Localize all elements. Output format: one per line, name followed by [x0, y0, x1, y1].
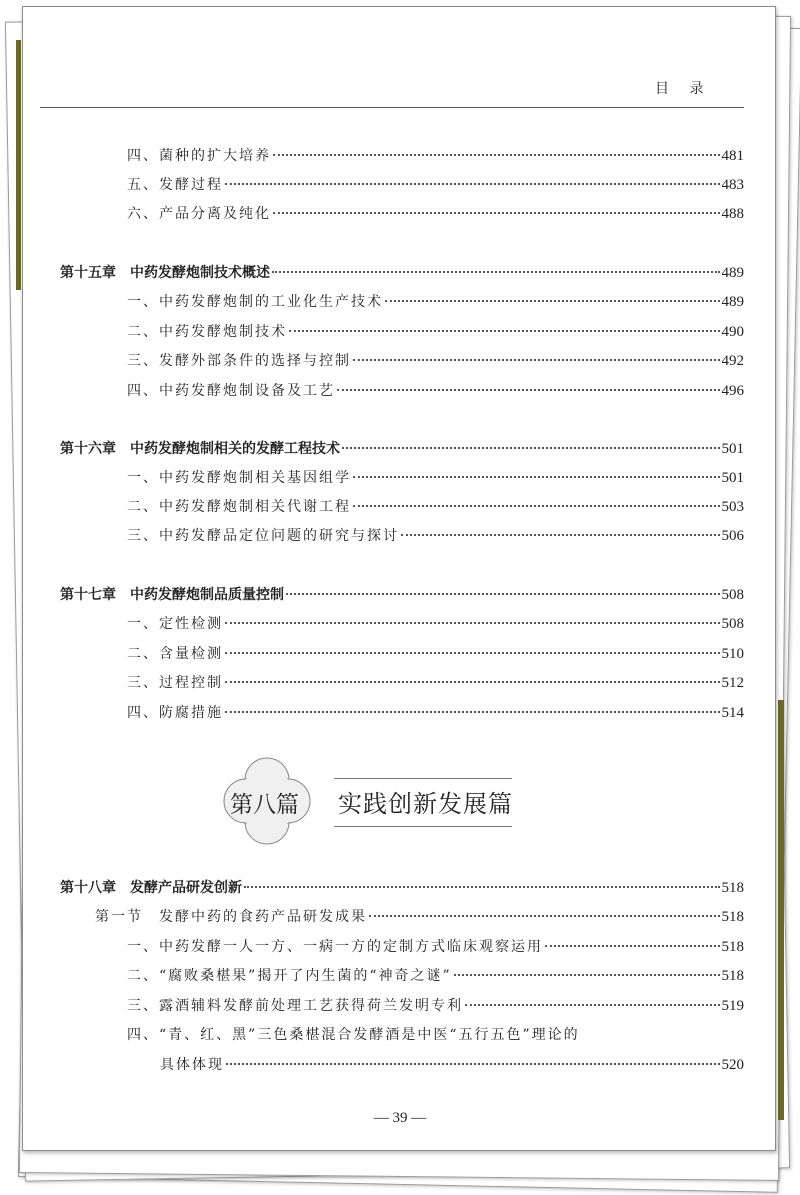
entry-title: 四、中药发酵炮制设备及工艺 [127, 383, 335, 399]
page-edge-accent [16, 40, 21, 290]
toc-entry [127, 291, 744, 311]
dot-leader [353, 359, 720, 361]
entry-page: 506 [721, 528, 744, 544]
dot-leader [225, 183, 720, 185]
entry-page: 512 [721, 675, 744, 691]
entry-title: 三、中药发酵品定位问题的研究与探讨 [127, 528, 399, 544]
toc-entry [127, 643, 744, 663]
entry-page: 519 [721, 998, 744, 1014]
dot-leader [244, 886, 720, 888]
entry-title: 一、中药发酵一人一方、一病一方的定制方式临床观察运用 [127, 939, 543, 955]
part-banner [222, 756, 522, 856]
entry-page: 489 [721, 265, 744, 281]
toc-entry [127, 145, 744, 165]
banner-rule-bottom [334, 826, 512, 827]
entry-page: 508 [721, 587, 744, 603]
dot-leader [225, 622, 720, 624]
dot-leader [369, 915, 720, 917]
entry-page: 518 [721, 909, 744, 925]
toc-entry [127, 467, 744, 487]
entry-title: 二、含量检测 [127, 646, 223, 662]
dot-leader [353, 505, 720, 507]
page-number: — 39 — [373, 1110, 427, 1126]
toc-entry [127, 174, 744, 194]
toc-entry [160, 1054, 744, 1074]
entry-page: 510 [721, 646, 744, 662]
entry-title: 第一节 发酵中药的食药产品研发成果 [95, 909, 367, 925]
toc-entry [127, 613, 744, 633]
entry-title: 第十五章 中药发酵炮制技术概述 [60, 265, 270, 281]
entry-title: 六、产品分离及纯化 [127, 206, 271, 222]
entry-page: 490 [721, 324, 744, 340]
entry-title: 第十八章 发酵产品研发创新 [60, 880, 242, 896]
toc-entry [127, 496, 744, 516]
dot-leader [401, 534, 720, 536]
dot-leader [465, 1004, 720, 1006]
entry-page: 514 [721, 705, 744, 721]
part-title: 实践创新发展篇 [338, 790, 513, 818]
dot-leader [272, 271, 720, 273]
entry-title: 二、中药发酵炮制相关代谢工程 [127, 499, 351, 515]
toc-chapter-entry [60, 438, 744, 458]
entry-title: 四、菌种的扩大培养 [127, 148, 271, 164]
toc-entry [127, 525, 744, 545]
entry-title: 第十七章 中药发酵炮制品质量控制 [60, 587, 284, 603]
entry-page: 501 [721, 441, 744, 457]
dot-leader [273, 212, 720, 214]
entry-page: 488 [721, 206, 744, 222]
dot-leader [353, 476, 720, 478]
entry-title: 具体体现 [160, 1057, 224, 1073]
entry-page: 496 [721, 383, 744, 399]
toc-entry [127, 995, 744, 1015]
entry-page: 481 [721, 148, 744, 164]
dot-leader [225, 652, 720, 654]
toc-entry [127, 380, 744, 400]
dot-leader [342, 447, 720, 449]
toc-entry [127, 965, 744, 985]
entry-page: 492 [721, 353, 744, 369]
entry-title: 三、露酒辅料发酵前处理工艺获得荷兰发明专利 [127, 998, 463, 1014]
dot-leader [226, 1063, 720, 1065]
dot-leader [286, 593, 720, 595]
entry-page: 501 [721, 470, 744, 486]
dot-leader [545, 945, 720, 947]
dot-leader [273, 154, 720, 156]
toc-chapter-entry [60, 584, 744, 604]
page-edge-accent [778, 700, 784, 1120]
toc-entry [127, 350, 744, 370]
entry-title: 二、“腐败桑椹果”揭开了内生菌的“神奇之谜” [127, 968, 452, 984]
entry-title: 三、过程控制 [127, 675, 223, 691]
entry-page: 503 [721, 499, 744, 515]
entry-page: 483 [721, 177, 744, 193]
toc-entry [127, 702, 744, 722]
entry-title: 一、定性检测 [127, 616, 223, 632]
dot-leader [289, 330, 720, 332]
entry-page: 520 [721, 1057, 744, 1073]
entry-title: 四、“青、红、黑”三色桑椹混合发酵酒是中医“五行五色”理论的 [127, 1027, 580, 1043]
dot-leader [225, 681, 720, 683]
part-number: 第八篇 [230, 792, 299, 818]
entry-title: 四、防腐措施 [127, 705, 223, 721]
entry-page: 518 [721, 939, 744, 955]
entry-page: 518 [721, 968, 744, 984]
toc-chapter-entry [60, 877, 744, 897]
dot-leader [385, 300, 720, 302]
toc-entry [127, 203, 744, 223]
entry-title: 二、中药发酵炮制技术 [127, 324, 287, 340]
dot-leader [337, 389, 720, 391]
running-header: 目 录 [655, 81, 712, 97]
entry-title: 第十六章 中药发酵炮制相关的发酵工程技术 [60, 441, 340, 457]
toc-entry [95, 906, 744, 926]
toc-entry [127, 1024, 744, 1044]
toc-entry [127, 936, 744, 956]
entry-page: 518 [721, 880, 744, 896]
dot-leader [225, 711, 720, 713]
dot-leader [454, 974, 720, 976]
entry-title: 三、发酵外部条件的选择与控制 [127, 353, 351, 369]
header-rule [40, 107, 744, 108]
toc-entry [127, 672, 744, 692]
banner-rule-top [334, 778, 512, 779]
entry-title: 一、中药发酵炮制的工业化生产技术 [127, 294, 383, 310]
toc-chapter-entry [60, 262, 744, 282]
entry-title: 五、发酵过程 [127, 177, 223, 193]
entry-page: 508 [721, 616, 744, 632]
toc-entry [127, 321, 744, 341]
entry-page: 489 [721, 294, 744, 310]
entry-title: 一、中药发酵炮制相关基因组学 [127, 470, 351, 486]
